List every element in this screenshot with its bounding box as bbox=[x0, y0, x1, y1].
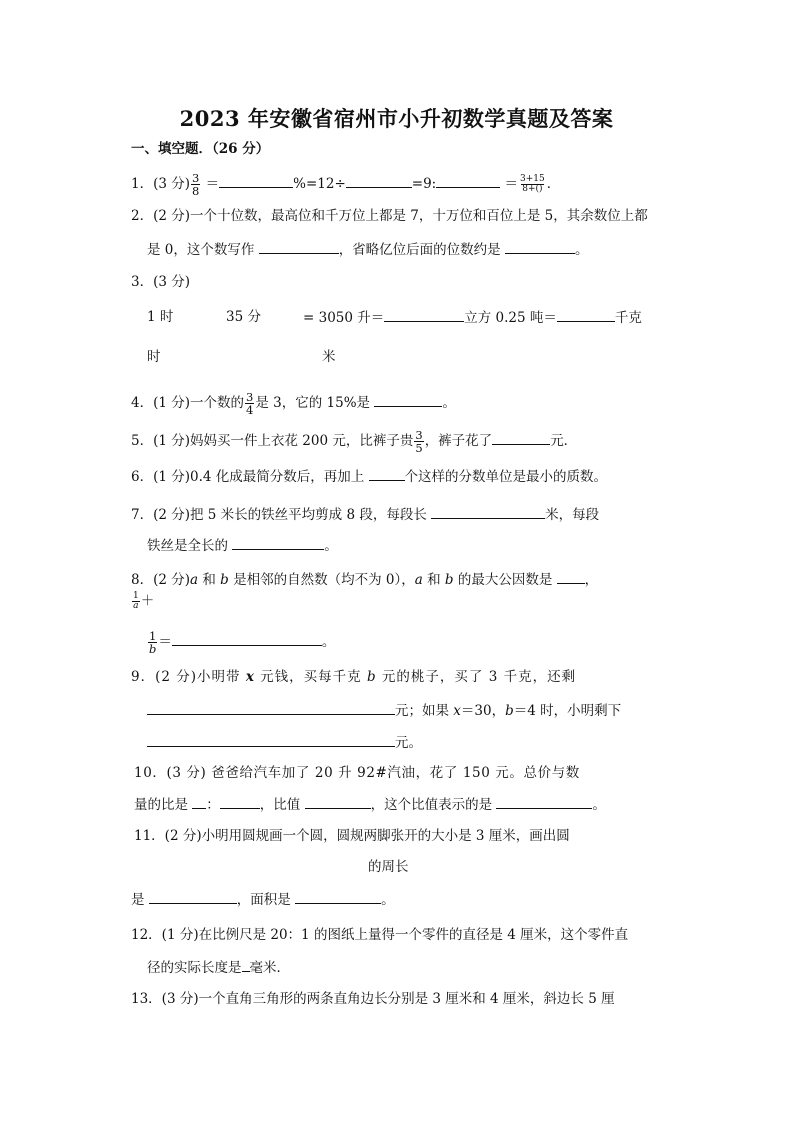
q1-frac2-denominator: 8+() bbox=[522, 184, 543, 194]
q7-text-c: 铁丝是全长的 bbox=[147, 538, 228, 554]
q8-blank-2[interactable] bbox=[172, 632, 322, 646]
q2-text-b: ，省略亿位后面的位数约是 bbox=[338, 242, 501, 258]
q8-equals: ＝ bbox=[158, 634, 172, 650]
q9-var-x: x bbox=[245, 669, 255, 685]
q8-frac-b-denominator: b bbox=[149, 642, 157, 656]
q9-blank-2[interactable] bbox=[147, 733, 395, 747]
question-2-line-1: 2．(2 分)一个十位数，最高位和千万位上都是 7，十万位和百位上是 5，其余数位上都 bbox=[131, 208, 648, 224]
q8-plus: ＋ bbox=[140, 593, 155, 609]
q2-text-c: 。 bbox=[574, 242, 589, 258]
q3-text-e: 千克 bbox=[614, 310, 642, 326]
question-5 bbox=[131, 429, 577, 454]
question-12-line-2 bbox=[147, 958, 290, 977]
q1-blank-3[interactable] bbox=[436, 174, 500, 188]
q7-text-d: 。 bbox=[324, 538, 338, 554]
question-11-line-1: 11．(2 分)小明用圆规画一个圆，圆规两脚张开的大小是 3 厘米，画出圆 bbox=[134, 828, 570, 844]
q9-text-g: 元。 bbox=[395, 735, 422, 751]
q8-text-c: 是相邻的自然数（均不为 0）， bbox=[233, 572, 415, 588]
question-8-line-3 bbox=[147, 630, 335, 655]
q10-blank-2[interactable] bbox=[220, 795, 260, 809]
question-3-line bbox=[303, 308, 642, 327]
q6-blank[interactable] bbox=[369, 467, 405, 481]
q9-text-b: 元钱，买每千克 bbox=[260, 669, 362, 685]
q8-text-b: 和 bbox=[202, 572, 216, 588]
q4-text-b: 是 3，它的 15%是 bbox=[255, 395, 371, 411]
question-11-line-3 bbox=[131, 890, 395, 909]
q9-var-x-2: x bbox=[453, 703, 461, 719]
q2-blank-2[interactable] bbox=[505, 240, 575, 254]
q9-text-e: ＝30， bbox=[460, 703, 506, 719]
question-7-line-1 bbox=[131, 505, 599, 524]
q11-text-c: 是 bbox=[131, 892, 145, 908]
q1-number: 1．(3 分) bbox=[131, 176, 191, 192]
q1-ratio: =9: bbox=[411, 176, 437, 192]
q3-blank-2[interactable] bbox=[557, 308, 615, 322]
question-1 bbox=[131, 172, 560, 197]
q8-text-a: 8．(2 分) bbox=[131, 572, 191, 588]
q4-text-c: 。 bbox=[442, 395, 456, 411]
q10-text-f: 。 bbox=[592, 797, 606, 813]
q4-fraction bbox=[245, 391, 254, 416]
q8-var-b: b bbox=[220, 572, 229, 588]
q3-text-f: 时 bbox=[147, 349, 161, 365]
q10-text-d: ，比值 bbox=[259, 797, 301, 813]
q11-text-e: 。 bbox=[381, 892, 395, 908]
q3-text-g: 米 bbox=[322, 349, 336, 365]
q11-blank-1[interactable] bbox=[149, 890, 237, 904]
q9-text-a: 9．(2 分)小明带 bbox=[131, 669, 241, 685]
q7-blank-2[interactable] bbox=[232, 536, 324, 550]
q8-fraction-a bbox=[132, 592, 140, 611]
q1-frac-denominator: 8 bbox=[192, 184, 200, 198]
q4-blank[interactable] bbox=[374, 393, 442, 407]
q4-frac-denominator: 4 bbox=[246, 403, 254, 417]
q1-frac-numerator: 3 bbox=[192, 171, 200, 185]
q9-text-d: 元；如果 bbox=[395, 703, 449, 719]
q9-text-c: 元的桃子，买了 3 千克，还剩 bbox=[381, 669, 577, 685]
q8-blank-1[interactable] bbox=[557, 570, 585, 584]
question-8-line-1 bbox=[131, 570, 598, 589]
question-9-line-2 bbox=[147, 701, 621, 720]
q8-var-a-2: a bbox=[414, 572, 423, 588]
section-heading: 一、填空题．（26 分） bbox=[131, 141, 270, 157]
q10-blank-4[interactable] bbox=[496, 795, 592, 809]
q3-text-c: = 3050 升＝ bbox=[303, 310, 385, 326]
q8-var-b-2: b bbox=[444, 572, 454, 588]
question-10-line-1: 10．(3 分) 爸爸给汽车加了 20 升 92#汽油，花了 150 元。总价与数 bbox=[134, 765, 580, 781]
q12-text-b: 径的实际长度是 bbox=[147, 960, 242, 976]
q1-fraction-2 bbox=[519, 175, 546, 194]
q9-blank-1[interactable] bbox=[147, 701, 395, 715]
page-title: 2023 年安徽省宿州市小升初数学真题及答案 bbox=[179, 106, 614, 131]
q8-frac-b-numerator: 1 bbox=[149, 629, 157, 643]
q9-var-b: b bbox=[366, 669, 377, 685]
q6-text-a: 6．(1 分)0.4 化成最简分数后，再加上 bbox=[131, 469, 365, 485]
q3-text-b: 35 分 bbox=[226, 309, 261, 325]
q9-text-f: ＝4 时，小明剩下 bbox=[513, 703, 622, 719]
q7-blank-1[interactable] bbox=[431, 505, 545, 519]
q5-text-c: 元． bbox=[550, 433, 578, 449]
q1-equals-2: ＝ bbox=[504, 176, 519, 192]
q12-text-c: 毫米． bbox=[249, 960, 290, 976]
q11-text-d: ，面积是 bbox=[236, 892, 291, 908]
q3-text-a: 1 时 bbox=[147, 309, 174, 325]
q11-blank-2[interactable] bbox=[295, 890, 381, 904]
q1-equals: ＝ bbox=[205, 176, 220, 192]
q2-text-a: 是 0，这个数写作 bbox=[147, 242, 255, 258]
question-10-line-2 bbox=[134, 795, 606, 814]
q8-text-d: 和 bbox=[427, 572, 441, 588]
question-8-line-2 bbox=[131, 592, 154, 611]
q9-var-b-2: b bbox=[505, 703, 514, 719]
q8-text-f: ， bbox=[584, 572, 599, 588]
q5-blank[interactable] bbox=[492, 431, 550, 445]
q4-text-a: 4．(1 分)一个数的 bbox=[131, 395, 245, 411]
q10-text-b: 量的比是 bbox=[134, 797, 188, 813]
question-13-line-1: 13．(3 分)一个直角三角形的两条直角边长分别是 3 厘米和 4 厘米，斜边长 5 厘 bbox=[131, 991, 615, 1007]
q5-frac-denominator: 5 bbox=[415, 441, 423, 455]
q10-blank-3[interactable] bbox=[305, 795, 371, 809]
q2-blank-1[interactable] bbox=[259, 240, 339, 254]
question-7-line-2 bbox=[147, 536, 338, 555]
q1-fraction bbox=[191, 172, 200, 197]
q5-text-b: ，裤子花了 bbox=[424, 433, 493, 449]
q8-end: 。 bbox=[321, 634, 336, 650]
q3-blank-1[interactable] bbox=[384, 308, 464, 322]
question-2-line-2 bbox=[147, 240, 588, 259]
q5-frac-numerator: 3 bbox=[415, 428, 423, 442]
question-6 bbox=[131, 467, 607, 486]
q1-frac2-numerator: 3+15 bbox=[520, 174, 545, 184]
q6-text-b: 个这样的分数单位是最小的质数。 bbox=[404, 469, 608, 485]
q1-blank-2[interactable] bbox=[346, 174, 412, 188]
question-9-line-1 bbox=[131, 668, 576, 686]
question-3-number: 3．(3 分) bbox=[131, 274, 191, 290]
q12-blank[interactable] bbox=[242, 958, 250, 972]
q10-text-e: ，这个比值表示的是 bbox=[370, 797, 493, 813]
q7-text-a: 7．(2 分)把 5 米长的铁丝平均剪成 8 段，每段长 bbox=[131, 507, 427, 523]
q4-frac-numerator: 3 bbox=[246, 390, 254, 404]
q8-frac-a-denominator: a bbox=[133, 601, 139, 611]
q5-fraction bbox=[414, 429, 423, 454]
q1-blank-1[interactable] bbox=[219, 174, 293, 188]
q8-fraction-b bbox=[148, 630, 157, 655]
q1-end: ． bbox=[546, 176, 561, 192]
question-11-line-2: 的周长 bbox=[368, 859, 409, 875]
q1-percent: %=12÷ bbox=[293, 176, 346, 192]
q7-text-b: 米，每段 bbox=[545, 507, 600, 523]
q5-text-a: 5．(1 分)妈妈买一件上衣花 200 元，比裤子贵 bbox=[131, 433, 414, 449]
q3-text-d: 立方 0.25 吨＝ bbox=[464, 310, 557, 326]
q8-text-e: 的最大公因数是 bbox=[457, 572, 553, 588]
q10-text-c: ： bbox=[206, 797, 220, 813]
q8-var-a: a bbox=[190, 572, 199, 588]
q8-frac-a-numerator: 1 bbox=[133, 591, 139, 601]
q10-blank-1[interactable] bbox=[192, 795, 206, 809]
question-12-line-1: 12．(1 分)在比例尺是 20：1 的图纸上量得一个零件的直径是 4 厘米，这个零件直 bbox=[131, 927, 629, 943]
question-9-line-3 bbox=[147, 733, 422, 752]
question-4 bbox=[131, 391, 456, 416]
